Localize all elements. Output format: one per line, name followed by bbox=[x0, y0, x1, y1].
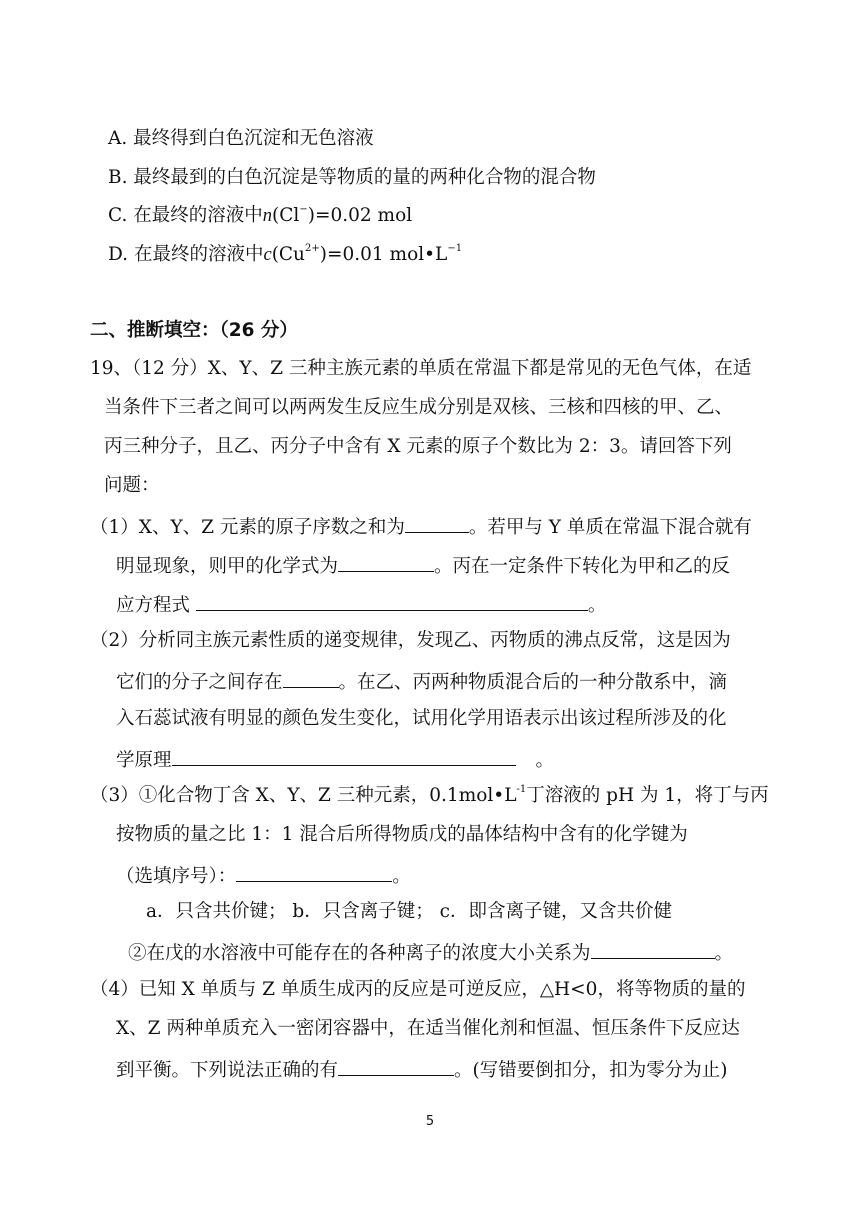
q19-part3-text-b: 丁溶液的 pH 为 1，将丁与丙 bbox=[526, 785, 769, 806]
q19-part4-line2: X、Z 两种单质充入一密闭容器中，在适当催化剂和恒温、恒压条件下反应达 bbox=[116, 1018, 740, 1039]
answer-blank-force[interactable] bbox=[283, 667, 339, 688]
q19-part3-line3 bbox=[116, 861, 411, 890]
answer-blank-equation[interactable] bbox=[196, 590, 588, 611]
q19-part3-text-e: ②在戊的水溶液中可能存在的各种离子的浓度大小关系为 bbox=[128, 943, 591, 964]
choice-a-label: A. bbox=[108, 128, 128, 149]
q19-part1-text-a: （1）X、Y、Z 元素的原子序数之和为 bbox=[90, 517, 405, 538]
q19-part1-line3 bbox=[116, 590, 606, 619]
q19-part2-line1: （2）分析同主族元素性质的递变规律，发现乙、丙物质的沸点反常，这是因为 bbox=[90, 630, 731, 651]
q19-part3-text-d: 。 bbox=[392, 866, 411, 887]
q19-part1-text-c: 明显现象，则甲的化学式为 bbox=[116, 556, 339, 577]
answer-blank-atomic-sum[interactable] bbox=[405, 512, 469, 533]
q19-part2-text-c: 学原理 bbox=[116, 750, 172, 771]
q19-part3-options: a．只含共价键； b．只含离子键； c．即含离子键，又含共价健 bbox=[146, 901, 672, 922]
choice-d-var: c bbox=[263, 245, 272, 265]
choice-d-unit-sup: −1 bbox=[447, 243, 463, 254]
choice-c-label: C. bbox=[108, 205, 128, 226]
q19-part1-text-b: 。若甲与 Y 单质在常温下混合就有 bbox=[468, 517, 752, 538]
choice-d bbox=[108, 242, 462, 268]
answer-blank-bond-type[interactable] bbox=[236, 861, 392, 882]
choice-a bbox=[108, 126, 374, 152]
q19-part3-sup: -1 bbox=[516, 784, 527, 795]
q19-part4-line3 bbox=[116, 1055, 727, 1084]
q19-part3-line5 bbox=[128, 938, 733, 967]
choice-a-text: 最终得到白色沉淀和无色溶液 bbox=[133, 128, 374, 149]
q19-part2-text-b: 。在乙、丙两种物质混合后的一种分散系中，滴 bbox=[338, 672, 728, 693]
answer-blank-formula-jia[interactable] bbox=[338, 551, 434, 572]
q19-part2-text-d: 。 bbox=[535, 750, 555, 771]
q19-part2-text-a: 它们的分子之间存在 bbox=[116, 672, 283, 693]
answer-blank-principle[interactable] bbox=[172, 745, 516, 766]
q19-part3-text-a: （3）①化合物丁含 X、Y、Z 三种元素，0.1mol•L bbox=[90, 785, 517, 806]
q19-part1-line2 bbox=[116, 551, 730, 580]
answer-blank-correct-options[interactable] bbox=[338, 1055, 454, 1076]
choice-b-label: B. bbox=[108, 167, 128, 188]
choice-d-value: )=0.01 mol•L bbox=[319, 244, 448, 265]
choice-c bbox=[108, 203, 412, 229]
q19-line-4: 问题： bbox=[104, 475, 160, 496]
choice-c-sup: − bbox=[299, 204, 308, 215]
choice-d-label: D. bbox=[108, 244, 129, 265]
choice-d-text: 在最终的溶液中 bbox=[133, 244, 264, 265]
q19-part4-text-b: 。(写错要倒扣分，扣为零分为止) bbox=[454, 1060, 728, 1081]
q19-part2-line2 bbox=[116, 667, 727, 696]
answer-blank-ion-order[interactable] bbox=[591, 938, 715, 959]
section-heading: 二、推断填空：（26 分） bbox=[90, 320, 298, 341]
q19-line-3: 丙三种分子，且乙、丙分子中含有 X 元素的原子个数比为 2：3。请回答下列 bbox=[104, 436, 732, 457]
choice-c-value: )=0.02 mol bbox=[307, 205, 413, 226]
choice-c-formula: (Cl bbox=[272, 205, 300, 226]
q19-part1-text-d: 。丙在一定条件下转化为甲和乙的反 bbox=[434, 556, 731, 577]
q19-part2-line4 bbox=[116, 745, 554, 774]
q19-line-1: 19、（12 分）X、Y、Z 三种主族元素的单质在常温下都是常见的无色气体，在适 bbox=[90, 358, 752, 379]
q19-part3-line1 bbox=[90, 783, 769, 809]
choice-b bbox=[108, 165, 596, 191]
choice-d-sup: 2+ bbox=[304, 243, 320, 254]
page-number: 5 bbox=[425, 1114, 435, 1129]
q19-part1-text-f: 。 bbox=[587, 595, 607, 616]
q19-part4-line1: （4）已知 X 单质与 Z 单质生成丙的反应是可逆反应，△H<0，将等物质的量的 bbox=[90, 979, 746, 1000]
q19-part3-line2: 按物质的量之比 1：1 混合后所得物质戊的晶体结构中含有的化学键为 bbox=[116, 824, 688, 845]
q19-part3-text-f: 。 bbox=[714, 943, 734, 964]
choice-c-var: n bbox=[262, 206, 273, 226]
q19-part4-text-a: 到平衡。下列说法正确的有 bbox=[116, 1060, 339, 1081]
q19-part2-line3: 入石蕊试液有明显的颜色发生变化，试用化学用语表示出该过程所涉及的化 bbox=[116, 708, 727, 729]
q19-part3-text-c: （选填序号）： bbox=[116, 866, 237, 887]
choice-d-formula: (Cu bbox=[271, 244, 305, 265]
q19-line-2: 当条件下三者之间可以两两发生反应生成分别是双核、三核和四核的甲、乙、 bbox=[104, 397, 734, 418]
choice-b-text: 最终最到的白色沉淀是等物质的量的两种化合物的混合物 bbox=[133, 167, 596, 188]
q19-part1-line1 bbox=[90, 512, 752, 541]
q19-part1-text-e: 应方程式 bbox=[116, 595, 196, 616]
choice-c-text: 在最终的溶液中 bbox=[133, 205, 263, 226]
